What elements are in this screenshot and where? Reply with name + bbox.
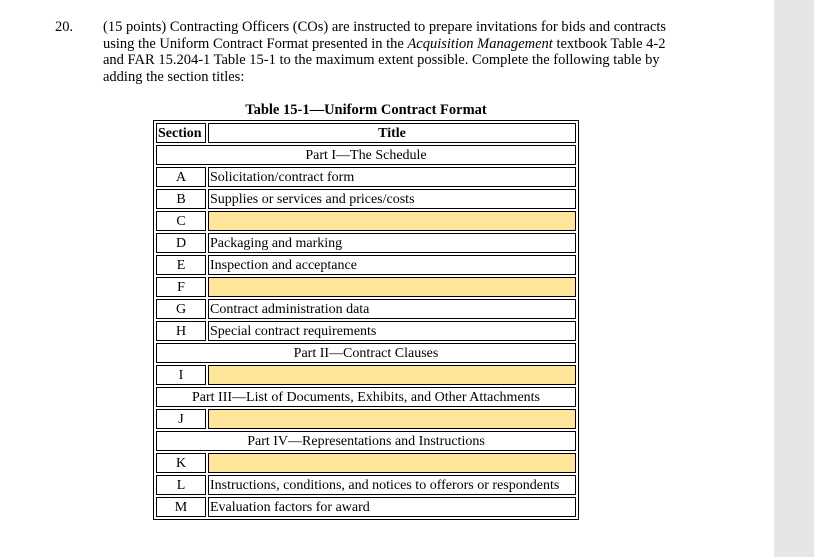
section-row — [156, 365, 576, 385]
section-title: Special contract requirements — [208, 321, 576, 341]
question-number: 20. — [55, 19, 74, 35]
section-row — [156, 189, 576, 209]
section-letter: G — [156, 299, 206, 319]
section-letter: I — [156, 365, 206, 385]
section-title-answer-field[interactable] — [208, 409, 576, 429]
section-letter: M — [156, 497, 206, 517]
section-title: Solicitation/contract form — [208, 167, 576, 187]
section-row — [156, 277, 576, 297]
section-letter: C — [156, 211, 206, 231]
section-letter: F — [156, 277, 206, 297]
title-header: Title — [208, 123, 576, 143]
section-letter: L — [156, 475, 206, 495]
section-header: Section — [156, 123, 206, 143]
section-letter: K — [156, 453, 206, 473]
section-letter: J — [156, 409, 206, 429]
question-text-before: (15 points) Contracting Officers (COs) are instructed to prepare invitations for bids and contracts using the Uniform Contract Format presented in the — [103, 19, 667, 52]
part-row — [156, 145, 576, 165]
section-row — [156, 167, 576, 187]
section-row — [156, 453, 576, 473]
section-title: Packaging and marking — [208, 233, 576, 253]
question-text — [103, 19, 678, 85]
section-title-answer-field[interactable] — [208, 365, 576, 385]
part-title: Part III—List of Documents, Exhibits, and Other Attachments — [156, 387, 576, 407]
part-row — [156, 343, 576, 363]
table-caption: Table 15-1—Uniform Contract Format — [245, 102, 487, 118]
part-row — [156, 431, 576, 451]
section-title-answer-field[interactable] — [208, 453, 576, 473]
section-row — [156, 321, 576, 341]
section-row — [156, 475, 576, 495]
section-letter: E — [156, 255, 206, 275]
part-title: Part I—The Schedule — [156, 145, 576, 165]
section-title-answer-field[interactable] — [208, 277, 576, 297]
section-title: Evaluation factors for award — [208, 497, 576, 517]
section-letter: A — [156, 167, 206, 187]
section-title: Instructions, conditions, and notices to offerors or respondents — [208, 475, 576, 495]
section-row — [156, 211, 576, 231]
section-letter: B — [156, 189, 206, 209]
section-letter: D — [156, 233, 206, 253]
section-title-answer-field[interactable] — [208, 211, 576, 231]
uniform-contract-format-table — [153, 120, 579, 520]
section-title: Supplies or services and prices/costs — [208, 189, 576, 209]
table-body — [156, 145, 576, 517]
section-title: Inspection and acceptance — [208, 255, 576, 275]
question-text-after: textbook Table 4-2 and FAR 15.204-1 Table 15-1 to the maximum extent possible. Complete the following table by adding the section titles: — [103, 35, 666, 85]
section-row — [156, 233, 576, 253]
section-row — [156, 255, 576, 275]
section-row — [156, 497, 576, 517]
part-title: Part IV—Representations and Instructions — [156, 431, 576, 451]
section-title: Contract administration data — [208, 299, 576, 319]
table-header-row — [156, 123, 576, 143]
part-row — [156, 387, 576, 407]
part-title: Part II—Contract Clauses — [156, 343, 576, 363]
section-letter: H — [156, 321, 206, 341]
section-row — [156, 299, 576, 319]
section-row — [156, 409, 576, 429]
book-title: Acquisition Management — [407, 35, 553, 52]
